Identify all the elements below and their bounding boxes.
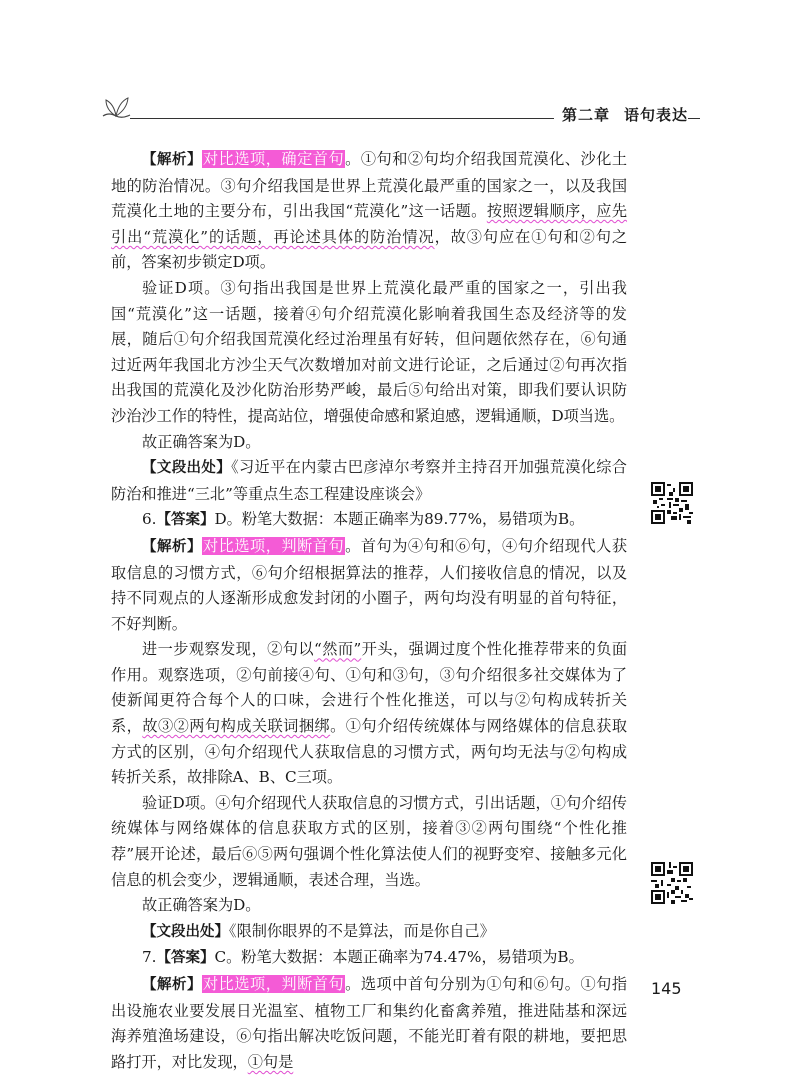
highlight-note: 对比选项，判断首句 — [203, 536, 345, 555]
source-label: 【文段出处】 — [142, 460, 232, 477]
page-number: 145 — [651, 979, 682, 998]
observation-paragraph-6: 进一步观察发现，②句以“然而”开头，强调过度个性化推荐带来的负面作用。观察选项，②句前接④句、①句和③句，③句介绍很多社交媒体为了使新闻更符合每个人的口味，会进行个性化推送，可以与②句构成转折关系，故③②两句构成关联词捆绑。①句介绍传统媒体与网络媒体的信息获取方式的区别，④句介绍现代人获取信息的习惯方式，两句均无法与②句构成转折关系，故排除A、B、C三项。 — [111, 640, 628, 787]
wavy-underline-text: 故③②两句构成关联词捆绑 — [142, 717, 331, 736]
analysis-label: 【解析】 — [142, 538, 202, 555]
section-title: 语句表达 — [623, 106, 688, 124]
analysis-paragraph-7: 【解析】对比选项，判断首句。选项中首句分别为①句和⑥句。①句指出设施农业要发展日光温室、植物工厂和集约化畜禽养殖，推进陆基和深远海养殖渔场建设，⑥句指出解决吃饭问题，不能光盯着有限的耕地，要把思路打开，对比发现，①句是 — [111, 975, 628, 1071]
leaf-icon — [100, 94, 134, 120]
wavy-underline-text: 按照逻辑顺序，应先引出“荒漠化”的话题，再论述具体的防治情况 — [111, 202, 628, 246]
source-paragraph-5: 【文段出处】《习近平在内蒙古巴彦淖尔考察并主持召开加强荒漠化综合防治和推进“三北”等重点生态工程建设座谈会》 — [111, 458, 627, 503]
qr-code-icon[interactable] — [651, 482, 693, 524]
analysis-label: 【解析】 — [142, 152, 202, 168]
answer-conclusion-6: 故正确答案为D。 — [142, 896, 261, 915]
wavy-underline-text: ①句是 — [247, 1052, 294, 1071]
verify-paragraph-6: 验证D项。④句介绍现代人获取信息的习惯方式，引出话题，①句介绍传统媒体与网络媒体的信息获取方式的区别，接着③②两句围绕“个性化推荐”展开论述，最后⑥⑤两句强调个性化算法使人们的视野变窄、接触多元化信息的机会变少，逻辑通顺，表述合理，当选。 — [111, 793, 627, 889]
chapter-title: 第二章 语句表达 — [554, 104, 688, 125]
source-paragraph-6: 【文段出处】《限制你眼界的不是算法，而是你自己》 — [142, 921, 495, 940]
verify-paragraph-5: 验证D项。③句指出我国是世界上荒漠化最严重的国家之一，引出我国“荒漠化”这一话题，接着④句介绍荒漠化影响着我国生态及经济等的发展，随后①句介绍我国荒漠化经过治理虽有好转，但问题依然存在，⑥句通过近两年我国北方沙尘天气次数增加对前文进行论证，之后通过②句再次指出我国的荒漠化及沙化防治形势严峻，最后⑤句给出对策，即我们要认识防沙治沙工作的特性，提高站位，增强使命感和紧迫感，逻辑通顺，D项当选。 — [111, 278, 627, 425]
highlight-note: 对比选项，判断首句 — [203, 975, 345, 993]
analysis-paragraph-6: 【解析】对比选项，判断首句。首句为④句和⑥句，④句介绍现代人获取信息的习惯方式，⑥句介绍根据算法的推荐，人们接收信息的情况，以及持不同观点的人逐渐形成愈发封闭的小圈子，两句均没有明显的首句特征，不好判断。 — [111, 536, 628, 633]
source-label: 【文段出处】 — [142, 923, 229, 940]
wavy-underline-text: “然而” — [313, 640, 362, 659]
answer-label: 【答案】 — [156, 950, 215, 967]
answer-label: 【答案】 — [156, 512, 215, 529]
answer-line-6: 6.【答案】D。粉笔大数据：本题正确率为89.77%，易错项为B。 — [142, 510, 585, 529]
answer-conclusion-5: 故正确答案为D。 — [142, 432, 261, 451]
page-body — [111, 147, 627, 1075]
analysis-label: 【解析】 — [142, 977, 202, 993]
answer-line-7: 7.【答案】C。粉笔大数据：本题正确率为74.47%，易错项为B。 — [142, 948, 584, 967]
qr-code-icon[interactable] — [651, 862, 693, 904]
page-header — [100, 94, 700, 134]
highlight-note: 对比选项，确定首句 — [203, 150, 345, 168]
analysis-paragraph-5: 【解析】对比选项，确定首句。①句和②句均介绍我国荒漠化、沙化土地的防治情况。③句介绍我国是世界上荒漠化最严重的国家之一，以及我国荒漠化土地的主要分布，引出我国“荒漠化”这一话题。按照逻辑顺序，应先引出“荒漠化”的话题，再论述具体的防治情况，故③句应在①句和②句之前，答案初步锁定D项。 — [111, 150, 628, 272]
